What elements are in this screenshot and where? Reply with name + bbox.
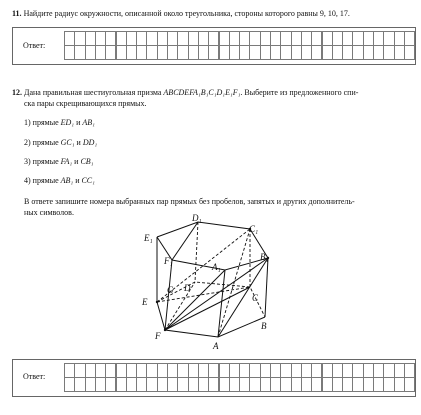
question-11 bbox=[12, 8, 412, 19]
option-1-num: 1) bbox=[24, 118, 31, 127]
label-g: G bbox=[167, 285, 174, 295]
option-4-word: прямые bbox=[32, 176, 59, 185]
instruction-line1: В ответе запишите номера выбранных пар прямых без пробелов, запятых и других дополнитель- bbox=[24, 197, 355, 206]
question-12-number: 12. bbox=[12, 88, 22, 97]
option-2-and: и bbox=[76, 138, 81, 147]
answer-label-11: Ответ: bbox=[23, 41, 46, 50]
option-1 bbox=[24, 117, 95, 128]
answer-label-12: Ответ: bbox=[23, 372, 46, 381]
option-3-num: 3) bbox=[24, 157, 31, 166]
label-a1: A₁ bbox=[212, 262, 221, 272]
label-d: D bbox=[184, 283, 191, 293]
label-f: F bbox=[155, 331, 161, 341]
option-4-line-a: AB₁ bbox=[60, 176, 74, 185]
label-f1: F₁ bbox=[164, 256, 173, 266]
question-12-text-line2: ска пары скрещивающихся прямых. bbox=[24, 99, 147, 108]
option-3-word: прямые bbox=[32, 157, 59, 166]
option-2-word: прямые bbox=[32, 138, 59, 147]
option-4-line-b: CC₁ bbox=[81, 176, 95, 185]
label-e: E bbox=[142, 297, 148, 307]
option-2-num: 2) bbox=[24, 138, 31, 147]
option-2-line-b: DD₁ bbox=[82, 138, 98, 147]
option-2-line-a: GC₁ bbox=[60, 138, 75, 147]
option-1-line-a: ED₁ bbox=[60, 118, 75, 127]
instruction-line2: ных символов. bbox=[24, 208, 74, 217]
prism-name: ABCDEFA₁B₁C₁D₁E₁F₁ bbox=[163, 88, 241, 97]
answer-cell[interactable] bbox=[404, 363, 415, 378]
option-4-and: и bbox=[75, 176, 80, 185]
option-1-line-b: AB₁ bbox=[82, 118, 95, 127]
option-1-word: прямые bbox=[32, 118, 59, 127]
question-12 bbox=[12, 87, 416, 109]
label-d1: D₁ bbox=[192, 213, 202, 223]
option-4-num: 4) bbox=[24, 176, 31, 185]
label-c1: C₁ bbox=[249, 224, 259, 234]
label-a: A bbox=[213, 341, 219, 351]
option-4 bbox=[24, 175, 95, 186]
question-11-number: 11. bbox=[12, 9, 22, 18]
question-11-text: Найдите радиус окружности, описанной около треугольника, стороны которого равны 9, 10, 17. bbox=[23, 9, 350, 18]
answer-cell[interactable] bbox=[404, 377, 415, 392]
question-12-text-post: . Выберите из предложенного спи- bbox=[240, 88, 359, 97]
prism-figure bbox=[120, 212, 290, 352]
option-3-and: и bbox=[74, 157, 79, 166]
label-c: C bbox=[252, 293, 259, 303]
option-2 bbox=[24, 137, 97, 148]
answer-cell[interactable] bbox=[404, 31, 415, 46]
option-3 bbox=[24, 156, 93, 167]
option-1-and: и bbox=[76, 118, 81, 127]
label-b1: B₁ bbox=[260, 252, 269, 262]
option-3-line-a: FA₁ bbox=[60, 157, 73, 166]
answer-cell[interactable] bbox=[404, 45, 415, 60]
question-12-text-pre: Дана правильная шестиугольная призма bbox=[24, 88, 164, 97]
option-3-line-b: CB₁ bbox=[80, 157, 94, 166]
label-e1: E₁ bbox=[144, 233, 153, 243]
label-b: B bbox=[261, 321, 267, 331]
